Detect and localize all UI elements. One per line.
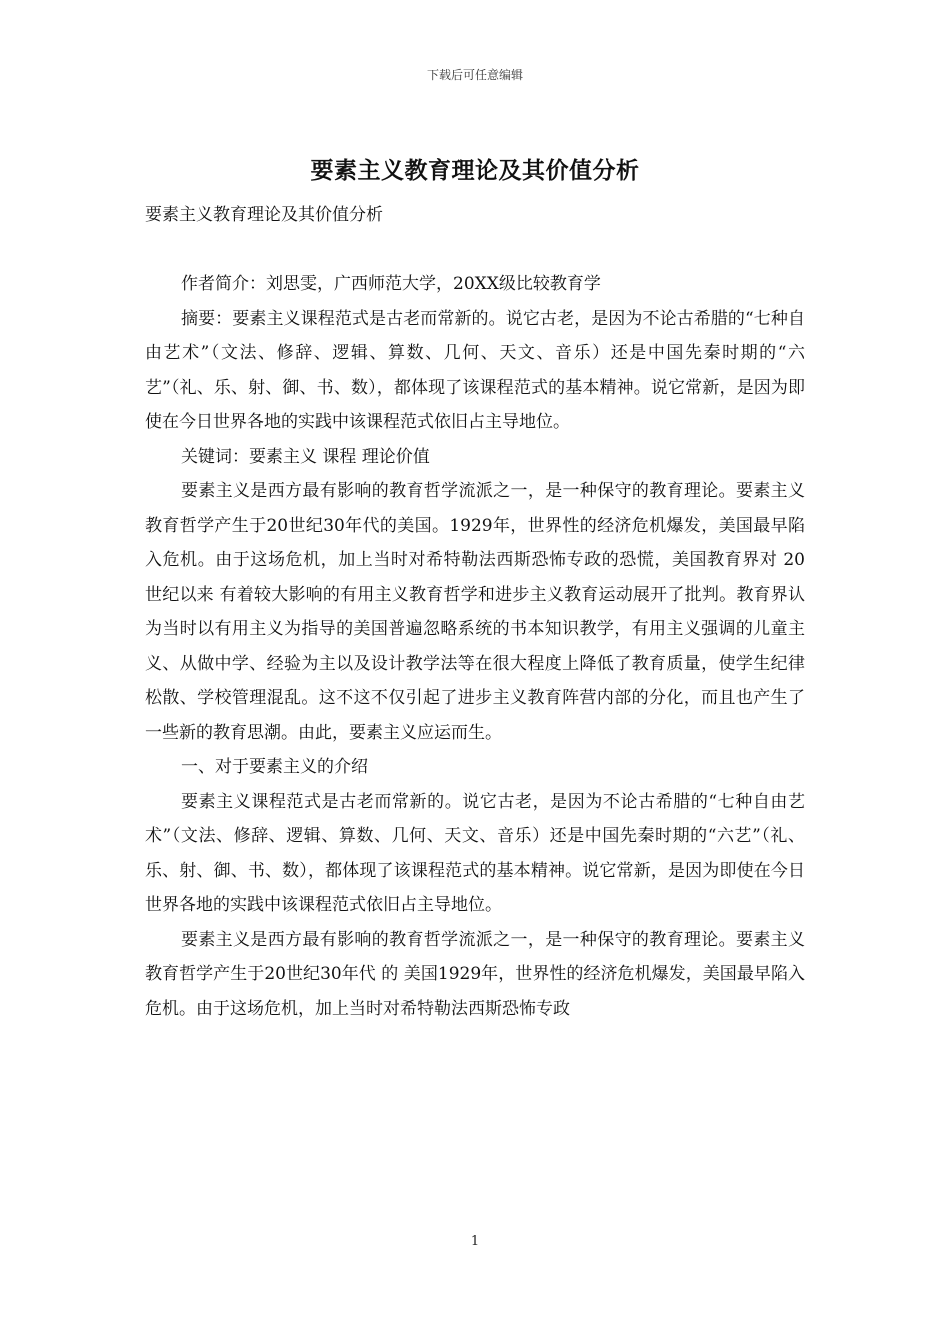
keywords-line: 关键词：要素主义 课程 理论价值 [181, 446, 430, 467]
document-title: 要素主义教育理论及其价值分析 [310, 157, 640, 184]
page-header-note: 下载后可任意编辑 [426, 68, 523, 82]
page-number: 1 [470, 1234, 480, 1249]
abstract-paragraph: 摘要：要素主义课程范式是古老而常新的。说它古老，是因为不论古希腊的“七种自由艺术”（文法、修辞、逻辑、算数、几何、天文、音乐）还是中国先秦时期的“六艺”（礼、乐、射、御、书、数），都体现了该课程范式的基本精神。说它常新，是因为即使在今日世界各地的实践中该课程范式依旧占主导地位。 [145, 308, 805, 432]
section-heading-1: 一、对于要素主义的介绍 [181, 757, 368, 777]
document-body [145, 198, 805, 1026]
body-paragraph-1: 要素主义是西方最有影响的教育哲学流派之一，是一种保守的教育理论。要素主义教育哲学产生于20世纪30年代的美国。1929年，世界性的经济危机爆发，美国最早陷入危机。由于这场危机，加上当时对希特勒法西斯恐怖专政的恐慌，美国教育界对 20 世纪以来 有着较大影响的有用主义教育哲学和进步主义教育运动展开了批判。教育界认为当时以有用主义为指导的美国普遍忽略系统的书本知识教学，有用主义强调的儿童主义、从做中学、经验为主以及设计教学法等在很大程度上降低了教育质量，使学生纪律松散、学校管理混乱。这不这不仅引起了进步主义教育阵营内部的分化，而且也产生了一些新的教育思潮。由此，要素主义应运而生。 [145, 481, 805, 743]
document-subtitle: 要素主义教育理论及其价值分析 [145, 205, 383, 225]
body-paragraph-3: 要素主义是西方最有影响的教育哲学流派之一，是一种保守的教育理论。要素主义教育哲学产生于20世纪30年代 的 美国1929年，世界性的经济危机爆发，美国最早陷入危机。由于这场危机，加上当时对希特勒法西斯恐怖专政 [145, 929, 805, 1019]
body-paragraph-2: 要素主义课程范式是古老而常新的。说它古老，是因为不论古希腊的“七种自由艺术”（文法、修辞、逻辑、算数、几何、天文、音乐）还是中国先秦时期的“六艺”（礼、乐、射、御、书、数），都体现了该课程范式的基本精神。说它常新，是因为即使在今日世界各地的实践中该课程范式依旧占主导地位。 [145, 791, 805, 915]
author-line: 作者简介：刘思雯，广西师范大学，20XX级比较教育学 [181, 274, 601, 294]
